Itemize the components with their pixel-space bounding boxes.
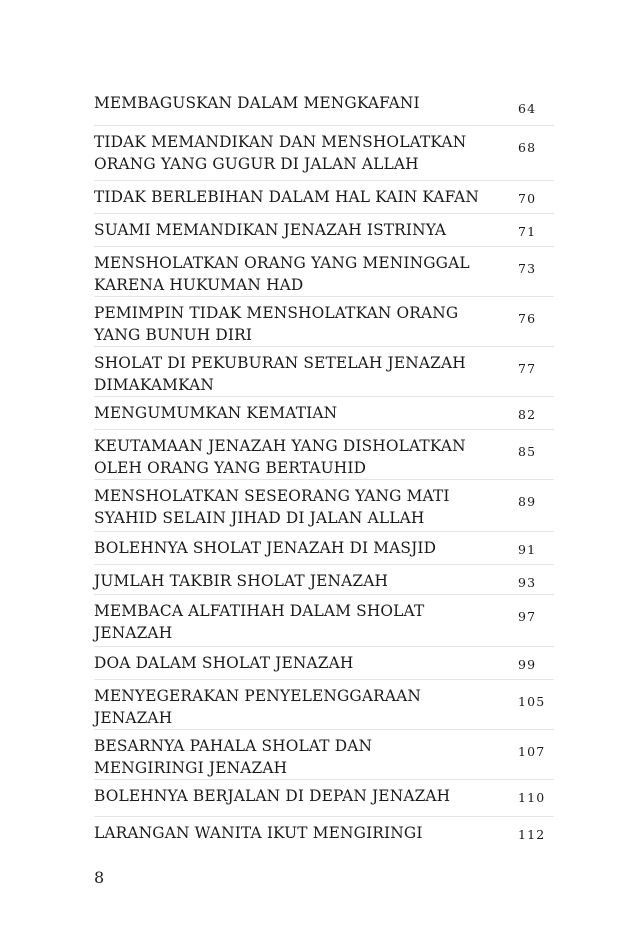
toc-entry-title: BESARNYA PAHALA SHOLAT DAN MENGIRINGI JENAZAH xyxy=(94,737,373,777)
toc-entry xyxy=(94,429,554,479)
toc-entry-page: 82 xyxy=(518,407,537,422)
toc-entry-page: 93 xyxy=(518,575,537,590)
toc-entry-page: 73 xyxy=(518,261,537,276)
toc-entry-page: 91 xyxy=(518,542,537,557)
toc-entry-title: JUMLAH TAKBIR SHOLAT JENAZAH xyxy=(94,572,389,590)
toc-entry xyxy=(94,531,554,564)
toc-entry-title: PEMIMPIN TIDAK MENSHOLATKAN ORANG YANG BUNUH DIRI xyxy=(94,304,459,344)
page-number: 8 xyxy=(94,868,105,887)
toc-entry-title: BOLEHNYA SHOLAT JENAZAH DI MASJID xyxy=(94,539,437,557)
toc-entry xyxy=(94,479,554,531)
toc-entry xyxy=(94,729,554,779)
toc-entry-title: MEMBAGUSKAN DALAM MENGKAFANI xyxy=(94,94,420,112)
toc-entry-title: MENSHOLATKAN ORANG YANG MENINGGAL KARENA HUKUMAN HAD xyxy=(94,254,470,294)
toc-entry-title: LARANGAN WANITA IKUT MENGIRINGI xyxy=(94,824,423,842)
toc-entry-page: 71 xyxy=(518,224,537,239)
toc-entry-title: KEUTAMAAN JENAZAH YANG DISHOLATKAN OLEH ORANG YANG BERTAUHID xyxy=(94,437,466,477)
toc-entry-page: 89 xyxy=(518,494,537,509)
toc-entry-page: 110 xyxy=(518,790,546,805)
toc-entry xyxy=(94,92,554,125)
toc-entry-title: BOLEHNYA BERJALAN DI DEPAN JENAZAH xyxy=(94,787,451,805)
toc-entry-page: 77 xyxy=(518,361,537,376)
toc-entry-title: MENGUMUMKAN KEMATIAN xyxy=(94,404,338,422)
table-of-contents xyxy=(94,92,554,846)
toc-entry-title: MENSHOLATKAN SESEORANG YANG MATI SYAHID SELAIN JIHAD DI JALAN ALLAH xyxy=(94,487,450,527)
toc-entry xyxy=(94,346,554,396)
toc-entry xyxy=(94,646,554,679)
toc-entry-page: 99 xyxy=(518,657,537,672)
toc-entry-page: 76 xyxy=(518,311,537,326)
toc-entry xyxy=(94,816,554,846)
toc-entry-page: 105 xyxy=(518,694,546,709)
toc-entry-page: 107 xyxy=(518,744,546,759)
toc-entry-page: 64 xyxy=(518,101,537,116)
toc-entry-title: DOA DALAM SHOLAT JENAZAH xyxy=(94,654,354,672)
toc-entry xyxy=(94,180,554,213)
toc-entry xyxy=(94,779,554,816)
toc-entry-page: 68 xyxy=(518,140,537,155)
toc-entry-title: SHOLAT DI PEKUBURAN SETELAH JENAZAH DIMAKAMKAN xyxy=(94,354,466,394)
toc-entry-title: MENYEGERAKAN PENYELENGGARAAN JENAZAH xyxy=(94,687,421,727)
toc-entry-page: 85 xyxy=(518,444,537,459)
toc-entry xyxy=(94,246,554,296)
toc-entry-title: MEMBACA ALFATIHAH DALAM SHOLAT JENAZAH xyxy=(94,602,425,642)
toc-entry xyxy=(94,564,554,594)
toc-entry xyxy=(94,594,554,646)
toc-entry-page: 97 xyxy=(518,609,537,624)
toc-entry-title: SUAMI MEMANDIKAN JENAZAH ISTRINYA xyxy=(94,221,447,239)
toc-entry-page: 112 xyxy=(518,827,546,842)
toc-entry xyxy=(94,296,554,346)
toc-entry xyxy=(94,679,554,729)
toc-entry xyxy=(94,396,554,429)
toc-entry xyxy=(94,125,554,180)
toc-entry xyxy=(94,213,554,246)
toc-entry-page: 70 xyxy=(518,191,537,206)
toc-entry-title: TIDAK MEMANDIKAN DAN MENSHOLATKAN ORANG YANG GUGUR DI JALAN ALLAH xyxy=(94,133,467,173)
toc-entry-title: TIDAK BERLEBIHAN DALAM HAL KAIN KAFAN xyxy=(94,188,480,206)
